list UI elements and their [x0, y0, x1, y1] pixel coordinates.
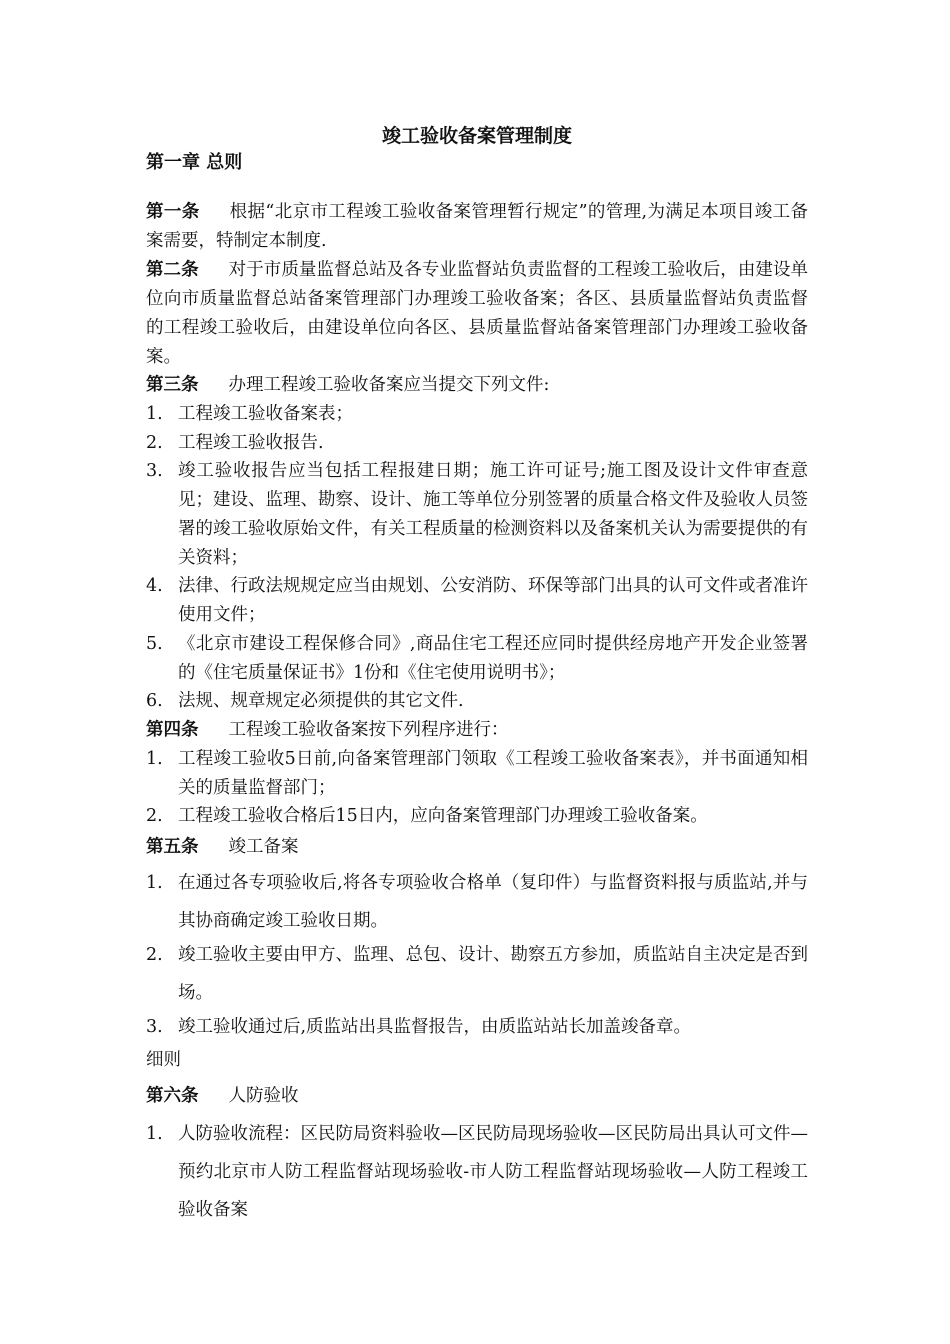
article-3 [146, 371, 808, 400]
article-6 [146, 1082, 808, 1111]
article-label: 第一条 [146, 202, 200, 222]
article-2 [146, 256, 808, 372]
article-1 [146, 198, 808, 256]
list-item: 2. 竣工验收主要由甲方、监理、总包、设计、勘察五方参加，质监站自主决定是否到场。 [146, 945, 808, 1003]
list-item: 2. 工程竣工验收报告. [146, 433, 324, 453]
article-label: 第五条 [146, 837, 199, 857]
list-item: 6. 法规、规章规定必须提供的其它文件. [146, 691, 464, 711]
article-label: 第六条 [146, 1086, 199, 1106]
article-label: 第三条 [146, 375, 199, 395]
list-item: 1. 工程竣工验收备案表； [146, 404, 353, 424]
article-4 [146, 716, 808, 745]
chapter-heading: 第一章 总则 [146, 152, 243, 173]
list-item: 1. 工程竣工验收5日前,向备案管理部门领取《工程竣工验收备案表》，并书面通知相关的质量监督部门； [146, 749, 808, 798]
article-text: 办理工程竣工验收备案应当提交下列文件: [228, 375, 550, 395]
list-item: 3. 竣工验收通过后,质监站出具监督报告，由质监站站长加盖竣备章。 [146, 1017, 692, 1037]
list-item: 1. 在通过各专项验收后,将各专项验收合格单（复印件）与监督资料报与质监站,并与其协商确定竣工验收日期。 [146, 873, 808, 931]
article-text: 工程竣工验收备案按下列程序进行： [228, 720, 509, 740]
detail-heading: 细则 [146, 1050, 181, 1070]
article-label: 第四条 [146, 720, 199, 740]
article-label: 第二条 [146, 260, 199, 280]
article-text: 对于市质量监督总站及各专业监督站负责监督的工程竣工验收后，由建设单位向市质量监督总站备案管理部门办理竣工验收备案；各区、县质量监督站负责监督的工程竣工验收后，由建设单位向各区、县质量监督站备案管理部门办理竣工验收备案。 [146, 260, 808, 367]
list-item: 3. 竣工验收报告应当包括工程报建日期；施工许可证号;施工图及设计文件审查意见；建设、监理、勘察、设计、施工等单位分别签署的质量合格文件及验收人员签署的竣工验收原始文件，有关工程质量的检测资料以及备案机关认为需要提供的有关资料； [146, 461, 808, 568]
article-5 [146, 833, 808, 862]
list-item: 1. 人防验收流程：区民防局资料验收—区民防局现场验收—区民防局出具认可文件—预约北京市人防工程监督站现场验收-市人防工程监督站现场验收—人防工程竣工验收备案 [146, 1124, 808, 1220]
article-text: 根据“北京市工程竣工验收备案管理暂行规定”的管理,为满足本项目竣工备案需要，特制定本制度. [146, 202, 808, 251]
list-item: 2. 工程竣工验收合格后15日内，应向备案管理部门办理竣工验收备案。 [146, 806, 708, 826]
article-text: 竣工备案 [228, 837, 299, 857]
article-text: 人防验收 [228, 1086, 299, 1106]
document-title: 竣工验收备案管理制度 [381, 125, 572, 147]
list-item: 5. 《北京市建设工程保修合同》,商品住宅工程还应同时提供经房地产开发企业签署的《住宅质量保证书》1份和《住宅使用说明书》； [146, 634, 808, 683]
list-item: 4. 法律、行政法规规定应当由规划、公安消防、环保等部门出具的认可文件或者准许使用文件； [146, 576, 808, 625]
